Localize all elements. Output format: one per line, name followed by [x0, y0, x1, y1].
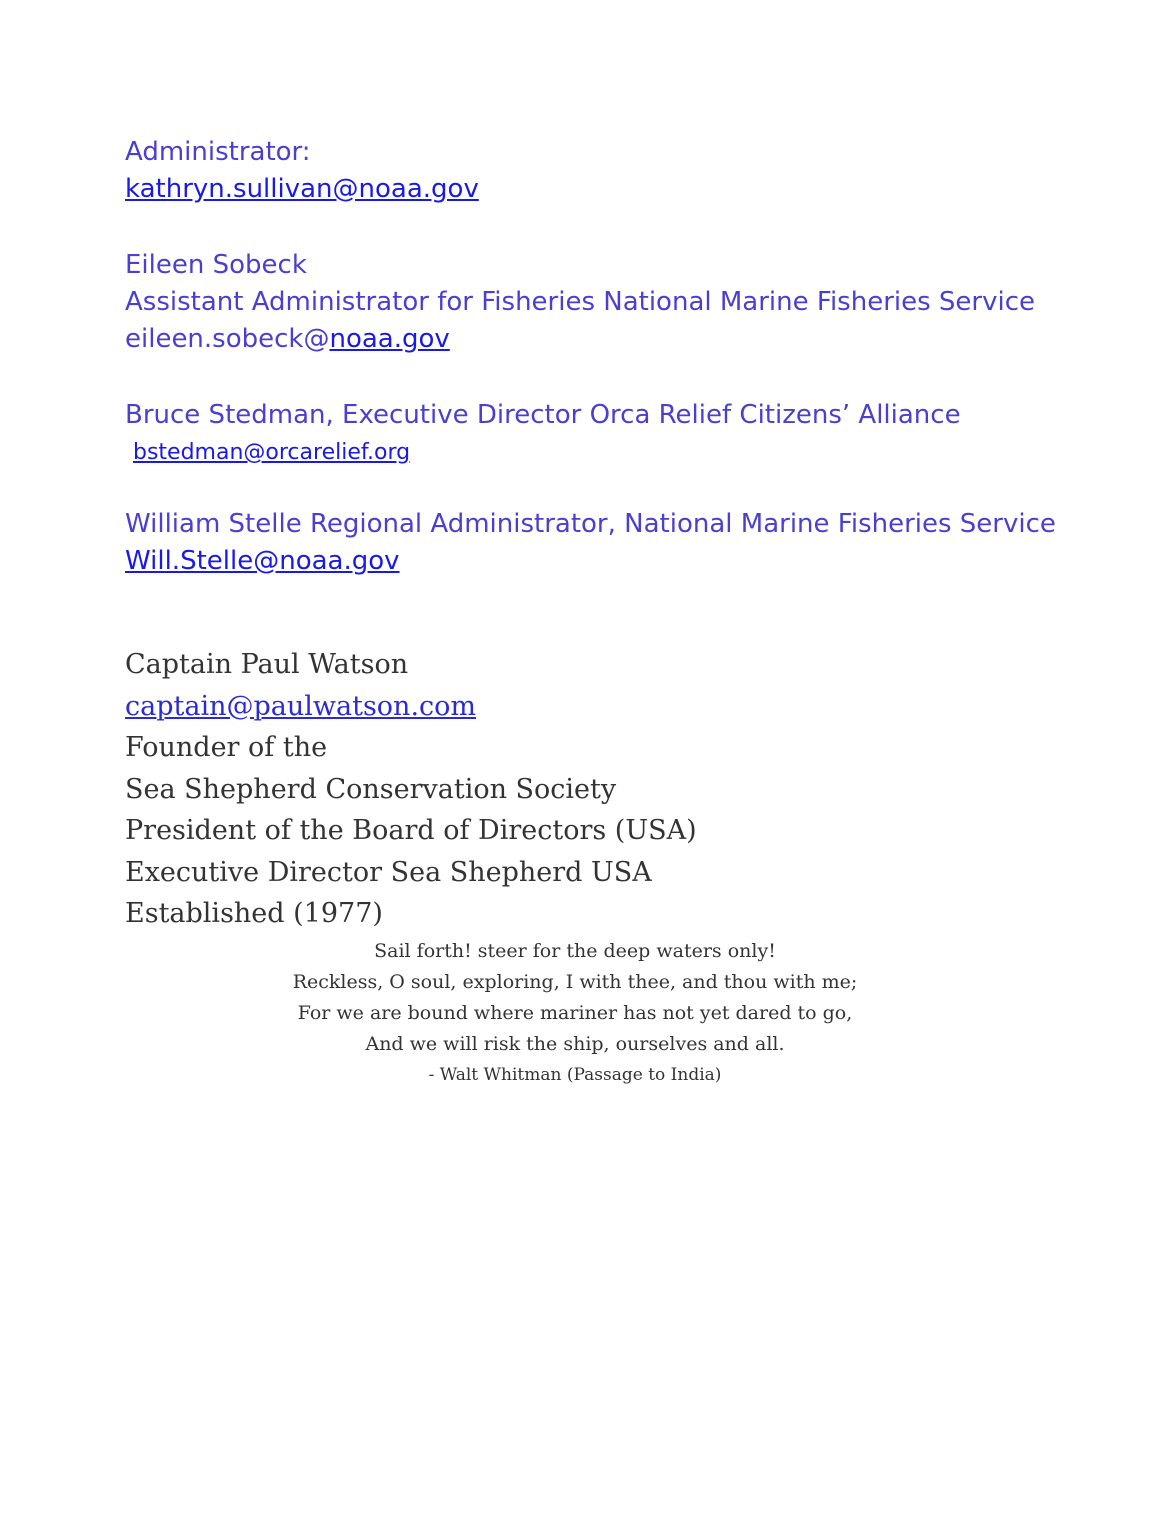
- contact-bruce-stedman: [125, 397, 961, 471]
- signature-line: Executive Director Sea Shepherd USA: [125, 856, 652, 888]
- signature-name: Captain Paul Watson: [125, 649, 409, 680]
- email-domain-link[interactable]: noaa.gov: [329, 324, 450, 354]
- signature-line: Established (1977): [125, 898, 383, 929]
- contact-name: Eileen Sobeck: [125, 250, 307, 280]
- signature-line: Sea Shepherd Conservation Society: [125, 773, 617, 805]
- signature-line: President of the Board of Directors (USA): [125, 815, 697, 846]
- signature-line: Founder of the: [125, 732, 328, 763]
- signature-email-link[interactable]: captain@paulwatson.com: [125, 690, 476, 722]
- contact-eileen-sobeck: [125, 247, 1035, 358]
- contact-name: William Stelle Regional Administrator, National Marine Fisheries Service: [125, 509, 1056, 539]
- poem-line: And we will risk the ship, ourselves and all.: [365, 1033, 785, 1055]
- poem-line: Reckless, O soul, exploring, I with thee, and thou with me;: [292, 971, 858, 993]
- poem-line: Sail forth! steer for the deep waters only!: [374, 940, 776, 962]
- contact-administrator: [125, 134, 479, 208]
- contact-name: Bruce Stedman, Executive Director Orca Relief Citizens’ Alliance: [125, 400, 961, 430]
- email-link[interactable]: Will.Stelle@noaa.gov: [125, 546, 400, 576]
- signature-block: [125, 644, 697, 935]
- contact-name: Administrator:: [125, 137, 311, 167]
- contact-william-stelle: [125, 506, 1056, 580]
- email-prefix: eileen.sobeck@: [125, 324, 330, 354]
- email-link[interactable]: kathryn.sullivan@noaa.gov: [125, 174, 479, 204]
- poem-quote: [250, 936, 900, 1091]
- poem-attribution: - Walt Whitman (Passage to India): [428, 1065, 722, 1085]
- email-link[interactable]: bstedman@orcarelief.org: [133, 440, 411, 465]
- poem-line: For we are bound where mariner has not yet dared to go,: [297, 1002, 853, 1024]
- contact-title: Assistant Administrator for Fisheries National Marine Fisheries Service: [125, 287, 1035, 317]
